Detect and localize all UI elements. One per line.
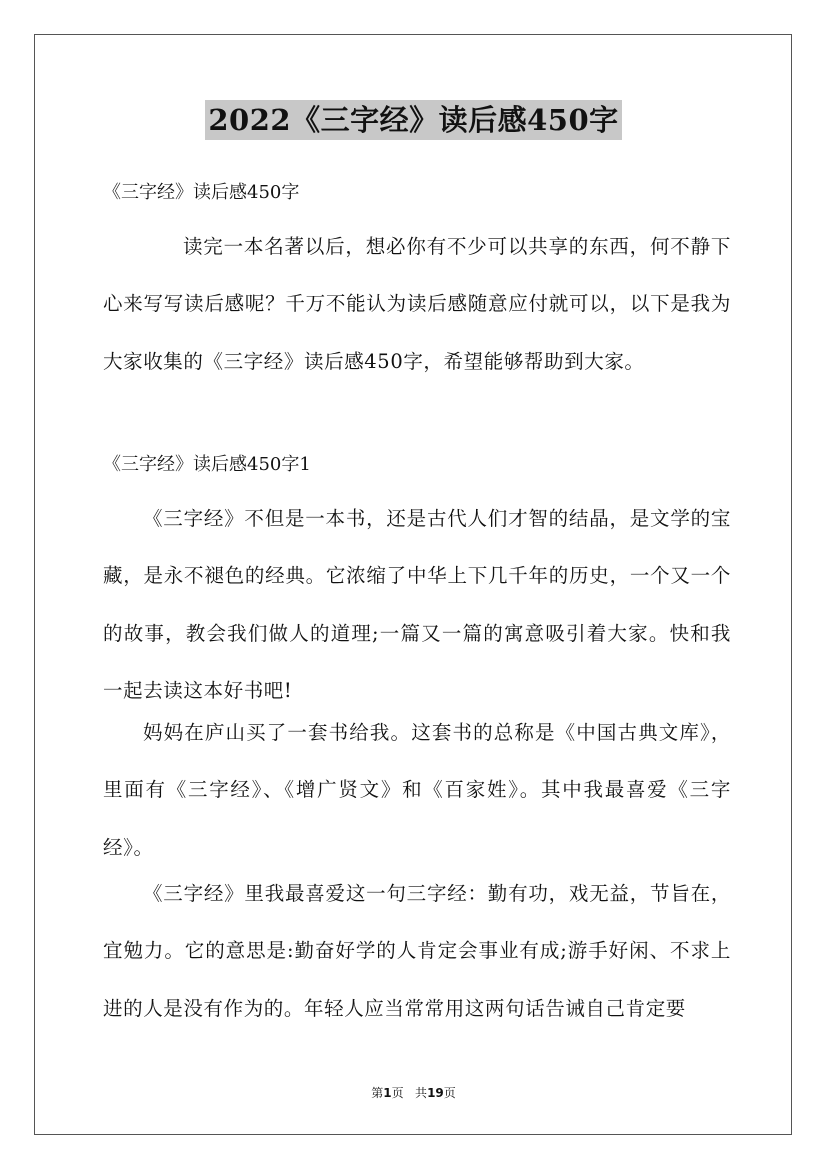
subtitle: 《三字经》读后感450字 [103, 182, 300, 203]
footer-total-suffix: 页 [443, 1086, 456, 1100]
page-footer [0, 1085, 827, 1101]
body-paragraph-1: 《三字经》不但是一本书，还是古代人们才智的结晶，是文学的宝藏，是永不褪色的经典。它浓缩了中华上下几千年的历史，一个又一个的故事，教会我们做人的道理;一篇又一篇的寓意吸引着大家。快和我一起去读这本好书吧! [103, 507, 731, 702]
title-wrap [0, 100, 827, 140]
section-heading: 《三字经》读后感450字1 [103, 454, 311, 475]
body-paragraph-3: 《三字经》里我最喜爱这一句三字经：勤有功，戏无益，节旨在，宜勉力。它的意思是:勤奋好学的人肯定会事业有成;游手好闲、不求上进的人是没有作为的。年轻人应当常常用这两句话告诫自己肯定要 [103, 882, 731, 1020]
intro-paragraph: 读完一本名著以后，想必你有不少可以共享的东西，何不静下心来写写读后感呢？千万不能认为读后感随意应付就可以，以下是我为大家收集的《三字经》读后感450字，希望能够帮助到大家。 [103, 235, 731, 373]
footer-page-prefix: 第 [371, 1086, 384, 1100]
footer-page-number: 1 [383, 1086, 392, 1100]
footer-total-pages: 19 [427, 1086, 444, 1100]
body-paragraph-2: 妈妈在庐山买了一套书给我。这套书的总称是《中国古典文库》，里面有《三字经》、《增广贤文》和《百家姓》。其中我最喜爱《三字经》。 [103, 721, 731, 859]
page-title: 2022《三字经》读后感450字 [205, 100, 621, 140]
footer-page-suffix: 页 [391, 1086, 404, 1100]
footer-total-prefix: 共 [415, 1086, 428, 1100]
